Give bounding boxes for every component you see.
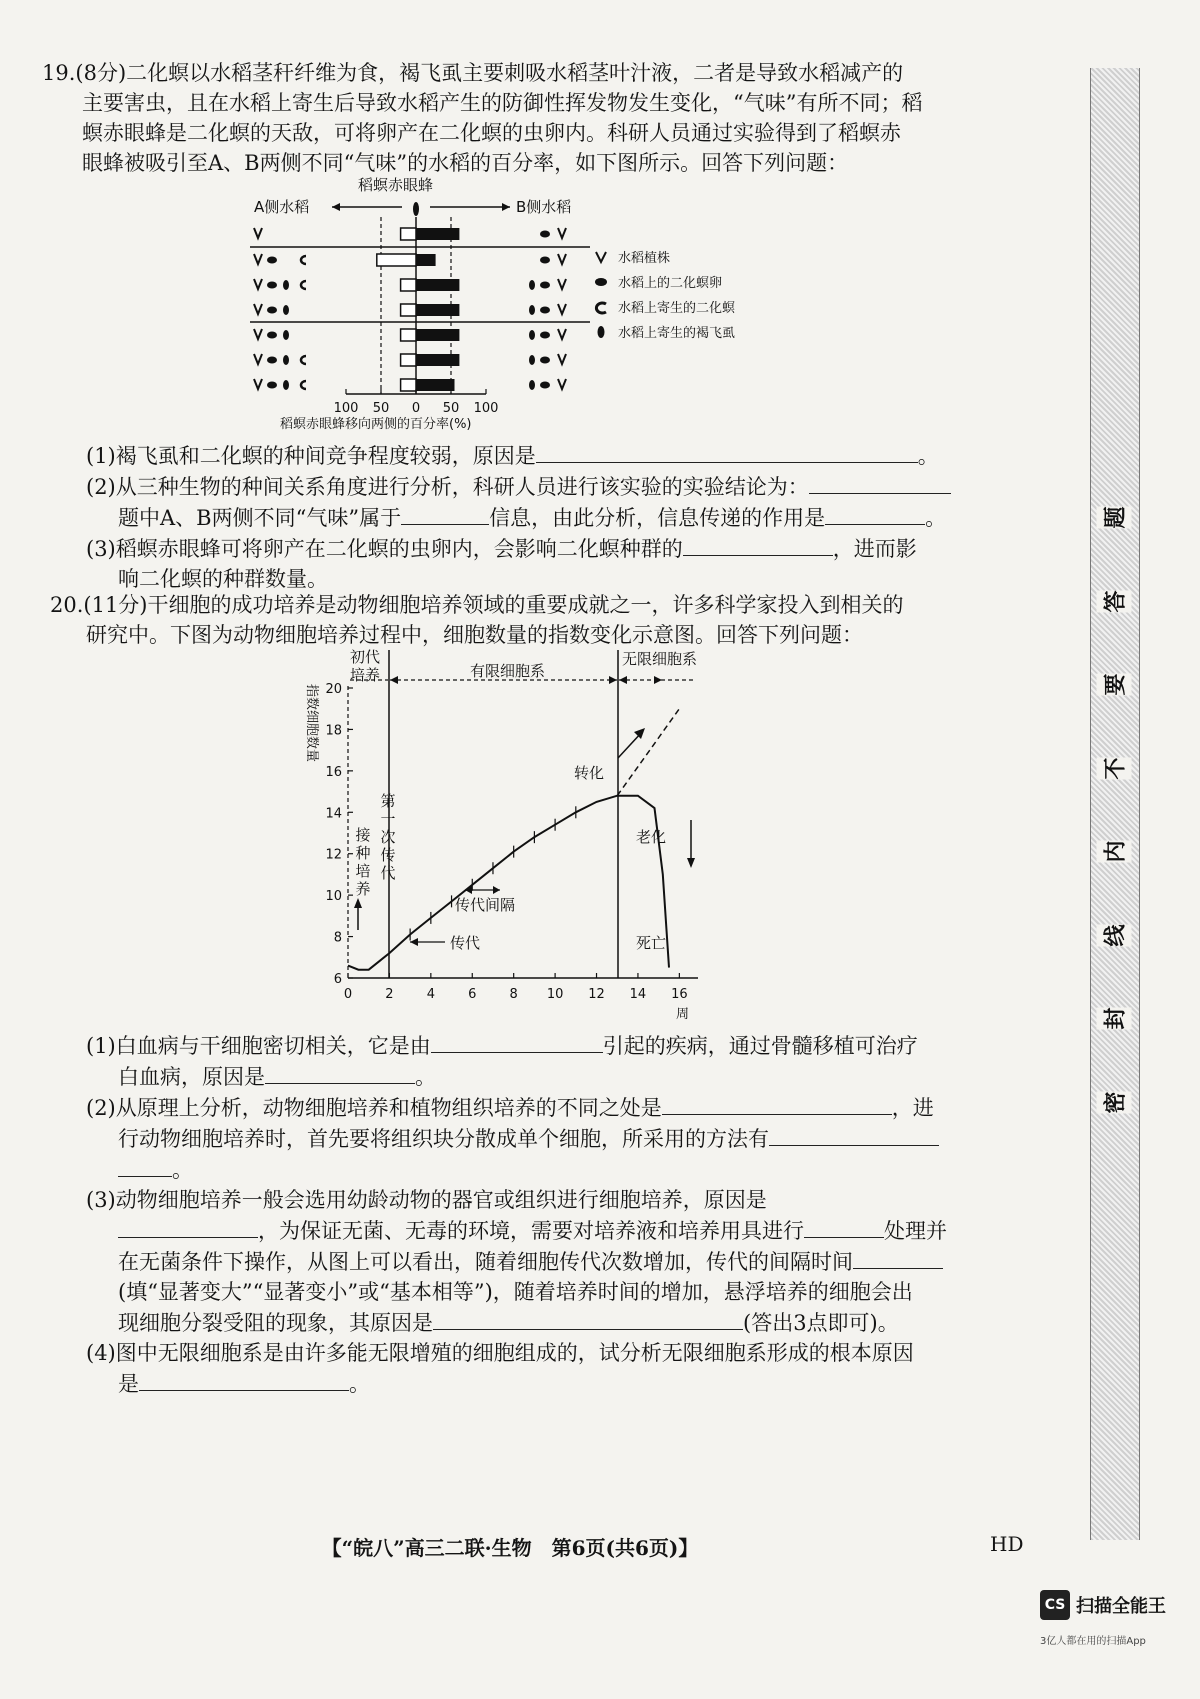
- borer-egg-icon: [540, 282, 550, 289]
- bar-a-side: [401, 354, 416, 366]
- answer-blank[interactable]: [769, 1123, 939, 1146]
- y-tick-label: 6: [333, 972, 342, 987]
- q19-left-label: A侧水稻: [254, 198, 310, 216]
- y-tick-label: 10: [325, 889, 342, 905]
- legend-label: 水稻上寄生的褐飞虱: [618, 326, 736, 341]
- scanner-logo-icon: CS: [1040, 1590, 1070, 1620]
- annotation-char: 传: [380, 846, 396, 864]
- rice-plant-icon: [558, 354, 566, 364]
- answer-blank[interactable]: [809, 471, 951, 494]
- planthopper-icon: [283, 305, 289, 315]
- planthopper-icon: [529, 355, 535, 365]
- q20-line: 研究中。下图为动物细胞培养过程中，细胞数量的指数变化示意图。回答下列问题：: [86, 623, 863, 647]
- bar-b-side: [416, 254, 436, 266]
- seal-char: 题: [1096, 506, 1131, 528]
- borer-icon: [301, 256, 306, 264]
- rice-plant-icon: [558, 379, 566, 389]
- q20-sub3-l2: ，为保证无菌、无毒的环境，需要对培养液和培养用具进行 处理并: [86, 1215, 1076, 1246]
- annotation-char: 养: [355, 880, 371, 898]
- q20-sub1: (1)白血病与干细胞密切相关，它是由 引起的疾病，通过骨髓移植可治疗: [86, 1030, 1076, 1061]
- x-tick-label: 50: [372, 401, 390, 416]
- q19-x-ticks: [334, 389, 499, 416]
- answer-blank[interactable]: [825, 502, 925, 525]
- q20-sub3-l3: 在无菌条件下操作，从图上可以看出，随着细胞传代次数增加，传代的间隔时间: [86, 1246, 1076, 1277]
- q19-line: 主要害虫，且在水稻上寄生后导致水稻产生的防御性挥发物发生变化，“气味”有所不同；稻: [82, 91, 923, 115]
- bar-a-side: [401, 304, 416, 316]
- q19-line: 眼蜂被吸引至A、B两侧不同“气味”的水稻的百分率，如下图所示。回答下列问题：: [82, 151, 849, 175]
- region-label: 培养: [350, 666, 381, 684]
- y-tick-label: 18: [325, 723, 342, 739]
- q19-axis-title: 稻螟赤眼蜂移向两侧的百分率(%): [280, 417, 472, 432]
- borer-icon: [596, 303, 606, 313]
- borer-egg-icon: [267, 357, 277, 364]
- seal-char: 线: [1096, 924, 1131, 946]
- passage-label: 传代: [450, 934, 481, 952]
- region-label: 初代: [350, 648, 381, 666]
- legend-label: 水稻植株: [618, 251, 671, 266]
- borer-egg-icon: [267, 257, 277, 264]
- page-footer: 【“皖八”高三二联·生物 第6页(共6页)】: [321, 1536, 699, 1560]
- borer-egg-icon: [267, 282, 277, 289]
- bar-a-side: [377, 254, 416, 266]
- q20-ylabel: 指数细胞数量: [304, 684, 319, 763]
- planthopper-icon: [283, 330, 289, 340]
- planthopper-icon: [598, 326, 605, 338]
- annotation-char: 代: [380, 864, 396, 882]
- y-tick-label: 8: [333, 930, 342, 946]
- rice-plant-icon: [558, 228, 566, 238]
- q20-figure: [300, 640, 780, 1025]
- planthopper-icon: [529, 330, 535, 340]
- x-tick-label: 10: [546, 987, 564, 1002]
- borer-icon: [301, 381, 306, 389]
- bar-b-side: [416, 379, 455, 391]
- y-tick-label: 20: [325, 682, 342, 697]
- rice-plant-icon: [558, 254, 566, 264]
- planthopper-icon: [529, 380, 535, 390]
- q19-top-label: 稻螟赤眼蜂: [358, 176, 434, 194]
- q19-figure: [240, 172, 840, 462]
- rice-plant-icon: [254, 329, 262, 339]
- x-tick-label: 14: [629, 987, 647, 1002]
- q19-right-label: B侧水稻: [516, 198, 572, 216]
- planthopper-icon: [283, 280, 289, 290]
- y-tick-label: 16: [325, 764, 342, 780]
- borer-egg-icon: [540, 357, 550, 364]
- annotation-char: 接: [355, 826, 371, 844]
- planthopper-icon: [283, 380, 289, 390]
- inoculation-label: [355, 826, 370, 898]
- rice-plant-icon: [596, 252, 606, 262]
- x-tick-label: 6: [468, 987, 477, 1002]
- answer-blank[interactable]: [536, 440, 918, 463]
- annotation-char: 次: [380, 828, 396, 846]
- q19-subquestions: [86, 440, 1066, 594]
- q20-xlabel: 周: [676, 1007, 690, 1022]
- finite-cell-line-curve: [348, 796, 669, 970]
- rice-plant-icon: [254, 279, 262, 289]
- q20-region-labels: [350, 648, 697, 684]
- scanner-slogan: 3亿人都在用的扫描App: [1040, 1636, 1146, 1647]
- borer-egg-icon: [540, 332, 550, 339]
- planthopper-icon: [529, 305, 535, 315]
- q19-sub3-cont: 响二化螟的种群数量。: [118, 567, 328, 591]
- seal-char: 答: [1096, 590, 1131, 612]
- rice-plant-icon: [254, 304, 262, 314]
- seal-char: 不: [1096, 757, 1131, 779]
- annotation-char: 第: [380, 792, 396, 810]
- bar-b-side: [416, 279, 459, 291]
- answer-blank[interactable]: [118, 1154, 172, 1177]
- seal-char: 内: [1096, 841, 1131, 863]
- bar-a-side: [401, 379, 416, 391]
- bar-b-side: [416, 329, 459, 341]
- q19-sub2: (2)从三种生物的种间关系角度进行分析，科研人员进行该实验的实验结论为：: [86, 471, 1066, 502]
- q19-line: 螟赤眼蜂是二化螟的天敌，可将卵产在二化螟的虫卵内。科研人员通过实验得到了稻螟赤: [82, 121, 901, 145]
- q20-sub4: (4)图中无限细胞系是由许多能无限增殖的细胞组成的，试分析无限细胞系形成的根本原因: [86, 1341, 914, 1365]
- legend-label: 水稻上的二化螟卵: [618, 276, 723, 291]
- q19-sub3: (3)稻螟赤眼蜂可将卵产在二化螟的虫卵内，会影响二化螟种群的 ，进而影: [86, 533, 1066, 564]
- q20-subquestions: [86, 1030, 1076, 1399]
- borer-egg-icon: [267, 332, 277, 339]
- q20-sub3: (3)动物细胞培养一般会选用幼龄动物的器官或组织进行细胞培养，原因是: [86, 1188, 767, 1212]
- answer-blank[interactable]: [265, 1061, 415, 1084]
- seal-char: 密: [1096, 1091, 1131, 1113]
- scanner-badge: [1040, 1590, 1166, 1620]
- answer-blank[interactable]: [401, 502, 489, 525]
- x-tick-label: 100: [473, 401, 499, 416]
- death-label: 死亡: [636, 934, 667, 952]
- q19-sub1: (1)褐飞虱和二化螟的种间竞争程度较弱，原因是 。: [86, 440, 1066, 471]
- q20-sub3-l4: (填“显著变大”“显著变小”或“基本相等”)，随着培养时间的增加，悬浮培养的细胞会出: [118, 1280, 913, 1304]
- first-passage-label: [380, 792, 395, 882]
- region-label: 有限细胞系: [470, 662, 546, 680]
- transform-label: 转化: [574, 764, 605, 782]
- seal-strip-text: [1090, 500, 1138, 1120]
- infinite-cell-line-curve: [617, 709, 679, 796]
- borer-egg-icon: [267, 307, 277, 314]
- rice-plant-icon: [254, 379, 262, 389]
- scanner-name: 扫描全能王: [1076, 1596, 1166, 1617]
- y-tick-label: 14: [325, 806, 342, 822]
- x-tick-label: 8: [509, 987, 518, 1002]
- legend-label: 水稻上寄生的二化螟: [618, 301, 736, 316]
- answer-blank[interactable]: [431, 1030, 603, 1053]
- borer-egg-icon: [540, 231, 550, 238]
- answer-blank[interactable]: [804, 1215, 884, 1238]
- rice-plant-icon: [254, 254, 262, 264]
- x-tick-label: 12: [588, 987, 605, 1002]
- answer-blank[interactable]: [853, 1246, 943, 1269]
- planthopper-icon: [529, 280, 535, 290]
- x-tick-label: 0: [343, 987, 353, 1002]
- x-tick-label: 16: [671, 987, 688, 1002]
- answer-blank[interactable]: [683, 533, 833, 556]
- answer-blank[interactable]: [662, 1092, 892, 1115]
- answer-blank[interactable]: [433, 1307, 743, 1330]
- borer-icon: [301, 281, 306, 289]
- x-tick-label: 2: [385, 987, 394, 1002]
- q20-line: 20.(11分)干细胞的成功培养是动物细胞培养领域的重要成就之一，许多科学家投入到相关的: [50, 593, 904, 617]
- rice-plant-icon: [558, 304, 566, 314]
- bar-a-side: [401, 228, 416, 240]
- q19-bars: [377, 228, 460, 391]
- x-tick-label: 0: [411, 401, 421, 416]
- footer-code: HD: [990, 1532, 1024, 1556]
- q20-sub3-l5: 现细胞分裂受阻的现象，其原因是 (答出3点即可)。: [86, 1307, 1076, 1338]
- x-tick-label: 50: [442, 401, 460, 416]
- bar-a-side: [401, 329, 416, 341]
- q20-sub4-cont: 是 。: [86, 1368, 1076, 1399]
- borer-egg-icon: [595, 278, 607, 286]
- q20-lines: [348, 709, 679, 970]
- bar-a-side: [401, 279, 416, 291]
- q20-sub2-end: 。: [86, 1154, 1076, 1185]
- annotation-char: 一: [380, 810, 396, 828]
- rice-plant-icon: [254, 354, 262, 364]
- interval-label: 传代间隔: [455, 896, 516, 914]
- q19-intro: [42, 58, 1062, 178]
- rice-plant-icon: [254, 228, 262, 238]
- region-label: 无限细胞系: [622, 650, 698, 668]
- bar-b-side: [416, 354, 459, 366]
- q20-sub2-cont: 行动物细胞培养时，首先要将组织块分散成单个细胞，所采用的方法有: [86, 1123, 1076, 1154]
- annotation-char: 培: [355, 862, 371, 880]
- planthopper-icon: [283, 355, 289, 365]
- rice-plant-icon: [558, 279, 566, 289]
- q20-sub2: (2)从原理上分析，动物细胞培养和植物组织培养的不同之处是 ，进: [86, 1092, 1076, 1123]
- seal-char: 封: [1096, 1008, 1131, 1030]
- rice-plant-icon: [558, 329, 566, 339]
- q19-sub2-cont: 题中A、B两侧不同“气味”属于 信息，由此分析，信息传递的作用是 。: [86, 502, 1066, 533]
- borer-egg-icon: [540, 382, 550, 389]
- x-tick-label: 4: [426, 987, 435, 1002]
- borer-egg-icon: [540, 307, 550, 314]
- answer-blank[interactable]: [118, 1215, 258, 1238]
- borer-egg-icon: [267, 382, 277, 389]
- annotation-char: 种: [355, 844, 371, 862]
- answer-blank[interactable]: [139, 1368, 349, 1391]
- bar-b-side: [416, 304, 459, 316]
- x-tick-label: 100: [333, 401, 359, 416]
- q19-legend: [595, 250, 736, 341]
- borer-egg-icon: [540, 257, 550, 264]
- q19-line: 19.(8分)二化螟以水稻茎秆纤维为食，褐飞虱主要刺吸水稻茎叶汁液，二者是导致水稻减产的: [42, 61, 904, 85]
- borer-icon: [301, 356, 306, 364]
- bar-b-side: [416, 228, 459, 240]
- seal-char: 要: [1096, 674, 1131, 696]
- q20-sub1-cont: 白血病，原因是 。: [86, 1061, 1076, 1092]
- y-tick-label: 12: [325, 847, 342, 863]
- aging-label: 老化: [636, 828, 667, 846]
